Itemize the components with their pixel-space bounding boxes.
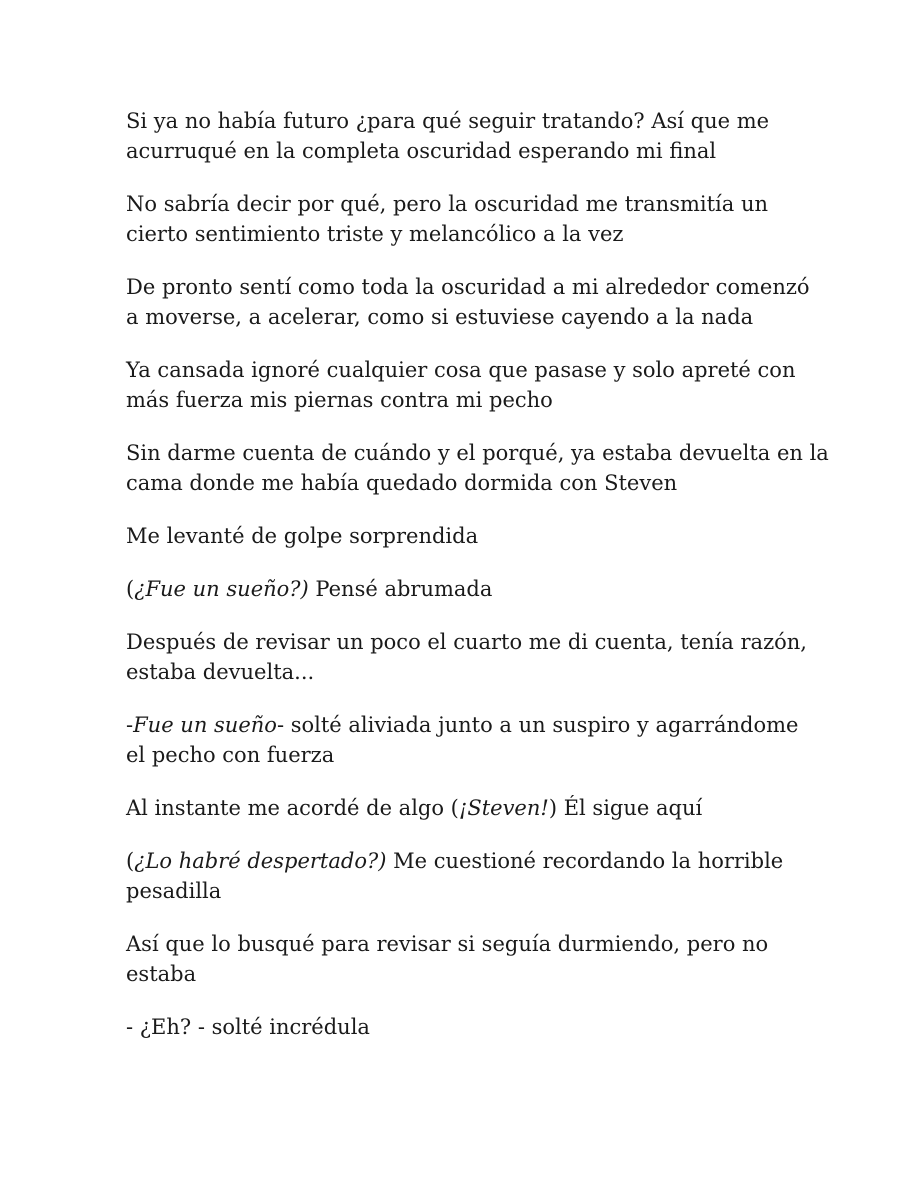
paragraph [126, 627, 826, 687]
italic-text: ¿Lo habré despertado?) [134, 849, 387, 873]
text-line [126, 189, 826, 219]
text-line [126, 846, 826, 876]
text-segment: Pensé abrumada [308, 577, 493, 601]
text-segment: a moverse, a acelerar, como si estuviese cayendo a la nada [126, 305, 754, 329]
text-segment: De pronto sentí como toda la oscuridad a mi alrededor comenzó [126, 275, 810, 299]
italic-text: ¡Steven! [458, 796, 549, 820]
text-segment: estaba [126, 962, 197, 986]
text-line [126, 929, 826, 959]
text-segment: Sin darme cuenta de cuándo y el porqué, ya estaba devuelta en la [126, 441, 829, 465]
text-segment: - ¿Eh? - solté incrédula [126, 1015, 370, 1039]
paragraph [126, 272, 826, 332]
text-segment: Al instante me acordé de algo ( [126, 796, 459, 820]
text-segment: más fuerza mis piernas contra mi pecho [126, 388, 553, 412]
text-line [126, 106, 826, 136]
text-segment: ( [126, 577, 135, 601]
text-line [126, 355, 826, 385]
text-segment: Me levanté de golpe sorprendida [126, 524, 479, 548]
text-line [126, 438, 829, 468]
paragraph [126, 521, 826, 551]
italic-text: ¿Fue un sueño?) [134, 577, 309, 601]
paragraph [126, 438, 829, 498]
text-segment: acurruqué en la completa oscuridad esperando mi final [126, 139, 717, 163]
text-segment: Así que lo busqué para revisar si seguía durmiendo, pero no [126, 932, 769, 956]
paragraph [126, 846, 826, 906]
text-line [126, 385, 826, 415]
text-segment: - [126, 713, 134, 737]
text-segment: - solté aliviada junto a un suspiro y agarrándome [276, 713, 799, 737]
text-segment: Me cuestioné recordando la horrible [386, 849, 784, 873]
text-line [126, 793, 826, 823]
paragraph [126, 1012, 826, 1042]
text-segment: ) Él sigue aquí [548, 796, 703, 820]
text-segment: estaba devuelta... [126, 660, 315, 684]
text-line [126, 521, 826, 551]
text-segment: Ya cansada ignoré cualquier cosa que pasase y solo apreté con [126, 358, 796, 382]
text-line [126, 1012, 826, 1042]
text-segment: Si ya no había futuro ¿para qué seguir tratando? Así que me [126, 109, 770, 133]
text-line [126, 574, 826, 604]
text-segment: el pecho con fuerza [126, 743, 335, 767]
text-line [126, 657, 826, 687]
text-line [126, 272, 826, 302]
paragraph [126, 929, 826, 989]
text-line [126, 959, 826, 989]
text-segment: cama donde me había quedado dormida con Steven [126, 471, 678, 495]
text-line [126, 219, 826, 249]
paragraph [126, 355, 826, 415]
paragraph [126, 710, 826, 770]
text-line [126, 710, 826, 740]
paragraph [126, 189, 826, 249]
paragraph [126, 106, 826, 166]
text-line [126, 740, 826, 770]
text-line [126, 468, 826, 498]
paragraph [126, 574, 826, 604]
text-line [126, 876, 826, 906]
text-line [126, 627, 826, 657]
italic-text: Fue un sueño [133, 713, 277, 737]
text-segment: cierto sentimiento triste y melancólico a la vez [126, 222, 624, 246]
text-line [126, 136, 826, 166]
text-segment: Después de revisar un poco el cuarto me di cuenta, tenía razón, [126, 630, 807, 654]
text-segment: No sabría decir por qué, pero la oscuridad me transmitía un [126, 192, 769, 216]
paragraph [126, 793, 826, 823]
text-line [126, 302, 826, 332]
text-segment: ( [126, 849, 135, 873]
text-segment: pesadilla [126, 879, 222, 903]
document-page [126, 106, 829, 1065]
